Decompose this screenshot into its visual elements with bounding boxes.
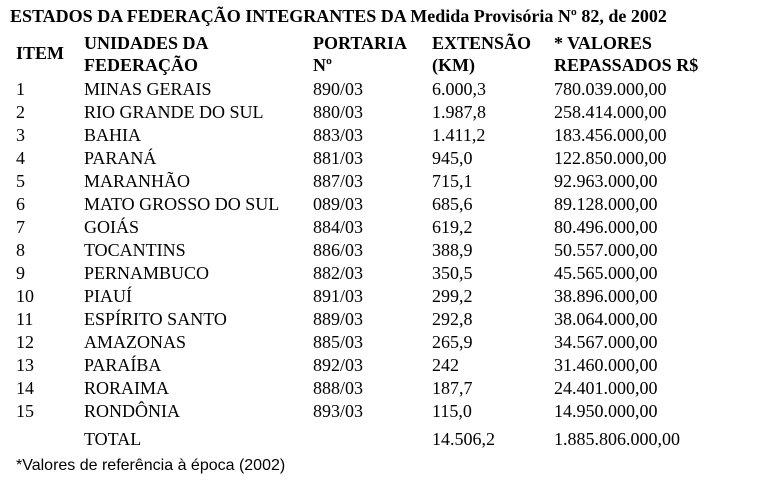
unit-cell: BAHIA bbox=[84, 125, 141, 145]
valores-cell: 183.456.000,00 bbox=[554, 125, 667, 145]
extensao-cell: 265,9 bbox=[432, 332, 473, 352]
unit-cell: AMAZONAS bbox=[84, 332, 187, 352]
portaria-cell: 883/03 bbox=[313, 125, 364, 145]
extensao-cell: 350,5 bbox=[432, 263, 473, 283]
header-valores bbox=[554, 32, 698, 76]
unit-cell: PARANÁ bbox=[84, 148, 157, 168]
table-row bbox=[0, 147, 768, 170]
valores-cell: 38.064.000,00 bbox=[554, 309, 658, 329]
header-extensao-line1: EXTENSÃO bbox=[432, 33, 532, 53]
valores-cell: 92.963.000,00 bbox=[554, 171, 658, 191]
valores-cell: 24.401.000,00 bbox=[554, 378, 658, 398]
unit-cell: MARANHÃO bbox=[84, 171, 191, 191]
valores-cell: 34.567.000,00 bbox=[554, 332, 658, 352]
table-row bbox=[0, 262, 768, 285]
header-unit bbox=[84, 32, 209, 76]
unit-cell: GOIÁS bbox=[84, 217, 140, 237]
portaria-cell: 891/03 bbox=[313, 286, 364, 306]
table-row bbox=[0, 377, 768, 400]
item-cell: 3 bbox=[16, 125, 25, 145]
extensao-cell: 6.000,3 bbox=[432, 79, 486, 99]
extensao-cell: 292,8 bbox=[432, 309, 473, 329]
item-cell: 6 bbox=[16, 194, 25, 214]
portaria-cell: 884/03 bbox=[313, 217, 364, 237]
table-row bbox=[0, 216, 768, 239]
unit-cell: PERNAMBUCO bbox=[84, 263, 210, 283]
table-row bbox=[0, 331, 768, 354]
header-portaria-line1: PORTARIA bbox=[313, 33, 408, 53]
table-row bbox=[0, 101, 768, 124]
item-cell: 1 bbox=[16, 79, 25, 99]
portaria-cell: 886/03 bbox=[313, 240, 364, 260]
item-cell: 11 bbox=[16, 309, 34, 329]
header-unit-line2: FEDERAÇÃO bbox=[84, 55, 199, 75]
portaria-cell: 889/03 bbox=[313, 309, 364, 329]
item-cell: 8 bbox=[16, 240, 25, 260]
extensao-cell: 187,7 bbox=[432, 378, 473, 398]
extensao-cell: 1.987,8 bbox=[432, 102, 486, 122]
portaria-cell: 885/03 bbox=[313, 332, 364, 352]
extensao-cell: 242 bbox=[432, 355, 459, 375]
unit-cell: ESPÍRITO SANTO bbox=[84, 309, 227, 329]
item-cell: 7 bbox=[16, 217, 25, 237]
item-cell: 10 bbox=[16, 286, 34, 306]
extensao-cell: 715,1 bbox=[432, 171, 473, 191]
item-cell: 5 bbox=[16, 171, 25, 191]
item-cell: 2 bbox=[16, 102, 25, 122]
header-extensao bbox=[432, 32, 531, 76]
item-cell: 15 bbox=[16, 401, 34, 421]
portaria-cell: 880/03 bbox=[313, 102, 364, 122]
table-row bbox=[0, 354, 768, 377]
total-valores: 1.885.806.000,00 bbox=[554, 429, 680, 449]
valores-cell: 38.896.000,00 bbox=[554, 286, 658, 306]
valores-cell: 14.950.000,00 bbox=[554, 401, 658, 421]
portaria-cell: 893/03 bbox=[313, 401, 364, 421]
item-cell: 9 bbox=[16, 263, 25, 283]
table-row bbox=[0, 78, 768, 101]
extensao-cell: 299,2 bbox=[432, 286, 473, 306]
table-row bbox=[0, 239, 768, 262]
table-row bbox=[0, 308, 768, 331]
document-title: ESTADOS DA FEDERAÇÃO INTEGRANTES DA Medida Provisória Nº 82, de 2002 bbox=[10, 6, 667, 26]
valores-cell: 80.496.000,00 bbox=[554, 217, 658, 237]
item-cell: 4 bbox=[16, 148, 25, 168]
portaria-cell: 890/03 bbox=[313, 79, 364, 99]
table-row bbox=[0, 170, 768, 193]
header-valores-line2: REPASSADOS R$ bbox=[554, 55, 699, 75]
extensao-cell: 115,0 bbox=[432, 401, 472, 421]
table-row bbox=[0, 400, 768, 423]
unit-cell: RIO GRANDE DO SUL bbox=[84, 102, 264, 122]
total-extensao: 14.506,2 bbox=[432, 429, 495, 449]
header-unit-line1: UNIDADES DA bbox=[84, 33, 209, 53]
item-cell: 13 bbox=[16, 355, 34, 375]
table-row bbox=[0, 193, 768, 216]
valores-cell: 258.414.000,00 bbox=[554, 102, 667, 122]
header-portaria bbox=[313, 32, 407, 76]
total-label: TOTAL bbox=[84, 429, 142, 449]
unit-cell: RONDÔNIA bbox=[84, 401, 180, 421]
valores-cell: 50.557.000,00 bbox=[554, 240, 658, 260]
valores-cell: 122.850.000,00 bbox=[554, 148, 667, 168]
table-row bbox=[0, 285, 768, 308]
unit-cell: PIAUÍ bbox=[84, 286, 132, 306]
valores-cell: 45.565.000,00 bbox=[554, 263, 658, 283]
unit-cell: RORAIMA bbox=[84, 378, 170, 398]
header-extensao-line2: (KM) bbox=[432, 55, 475, 75]
extensao-cell: 1.411,2 bbox=[432, 125, 486, 145]
unit-cell: MINAS GERAIS bbox=[84, 79, 212, 99]
table-row bbox=[0, 124, 768, 147]
portaria-cell: 887/03 bbox=[313, 171, 364, 191]
item-cell: 12 bbox=[16, 332, 34, 352]
extensao-cell: 945,0 bbox=[432, 148, 473, 168]
item-cell: 14 bbox=[16, 378, 34, 398]
unit-cell: PARAÍBA bbox=[84, 355, 162, 375]
portaria-cell: 892/03 bbox=[313, 355, 364, 375]
portaria-cell: 882/03 bbox=[313, 263, 364, 283]
valores-cell: 89.128.000,00 bbox=[554, 194, 658, 214]
portaria-cell: 881/03 bbox=[313, 148, 364, 168]
extensao-cell: 619,2 bbox=[432, 217, 473, 237]
portaria-cell: 888/03 bbox=[313, 378, 364, 398]
extensao-cell: 685,6 bbox=[432, 194, 473, 214]
valores-cell: 780.039.000,00 bbox=[554, 79, 667, 99]
header-portaria-line2: Nº bbox=[313, 55, 332, 75]
portaria-cell: 089/03 bbox=[313, 194, 364, 214]
header-valores-line1: * VALORES bbox=[554, 33, 652, 53]
extensao-cell: 388,9 bbox=[432, 240, 473, 260]
footnote: *Valores de referência à época (2002) bbox=[16, 457, 286, 474]
valores-cell: 31.460.000,00 bbox=[554, 355, 658, 375]
header-item: ITEM bbox=[16, 43, 65, 63]
unit-cell: MATO GROSSO DO SUL bbox=[84, 194, 280, 214]
unit-cell: TOCANTINS bbox=[84, 240, 186, 260]
